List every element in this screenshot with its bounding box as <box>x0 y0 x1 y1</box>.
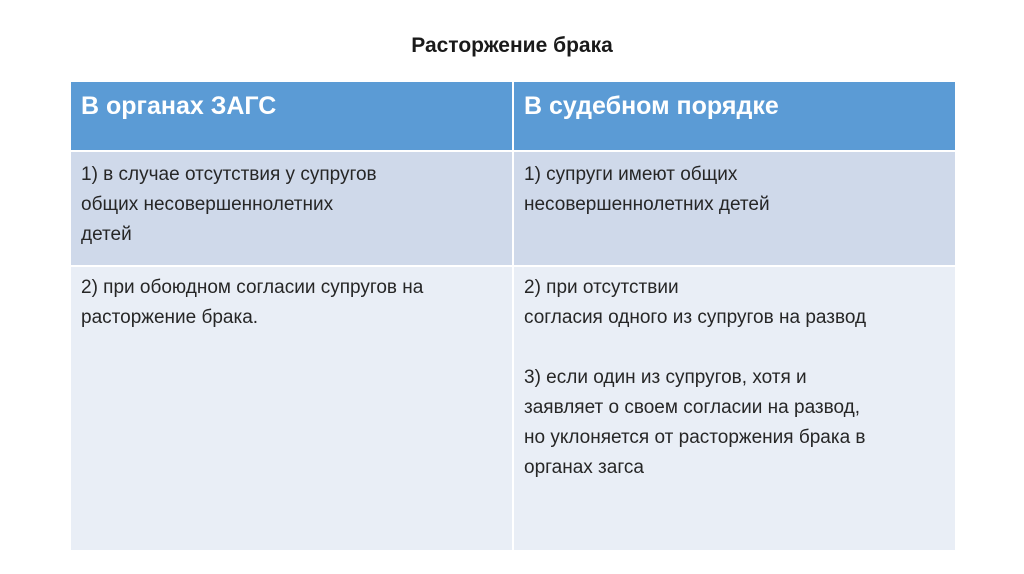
cell-zags-condition-1 <box>70 151 513 266</box>
divorce-comparison-table <box>69 80 957 552</box>
table-row <box>70 151 956 266</box>
cell-line: 1) в случае отсутствия у супругов <box>81 164 377 185</box>
paragraph-gap <box>524 333 945 363</box>
cell-court-conditions-2-3 <box>513 266 956 551</box>
cell-line: но уклоняется от расторжения брака в <box>524 427 866 448</box>
cell-line: расторжение брака. <box>81 307 259 328</box>
cell-line: 2) при отсутствии <box>524 277 679 298</box>
cell-line: согласия одного из супругов на развод <box>524 307 867 328</box>
cell-line: 1) супруги имеют общих <box>524 164 738 185</box>
cell-zags-condition-2 <box>70 266 513 551</box>
cell-line: 2) при обоюдном согласии супругов на <box>81 277 424 298</box>
cell-court-condition-1 <box>513 151 956 266</box>
cell-line: 3) если один из супругов, хотя и <box>524 367 807 388</box>
cell-line: органах загса <box>524 457 644 478</box>
header-court: В судебном порядке <box>513 81 956 151</box>
cell-line: общих несовершеннолетних <box>81 194 334 215</box>
cell-line: заявляет о своем согласии на развод, <box>524 397 861 418</box>
cell-line: детей <box>81 224 132 245</box>
cell-line: несовершеннолетних детей <box>524 194 770 215</box>
table-header-row <box>70 81 956 151</box>
header-zags: В органах ЗАГС <box>70 81 513 151</box>
table-row <box>70 266 956 551</box>
page-title: Расторжение брака <box>411 34 613 57</box>
